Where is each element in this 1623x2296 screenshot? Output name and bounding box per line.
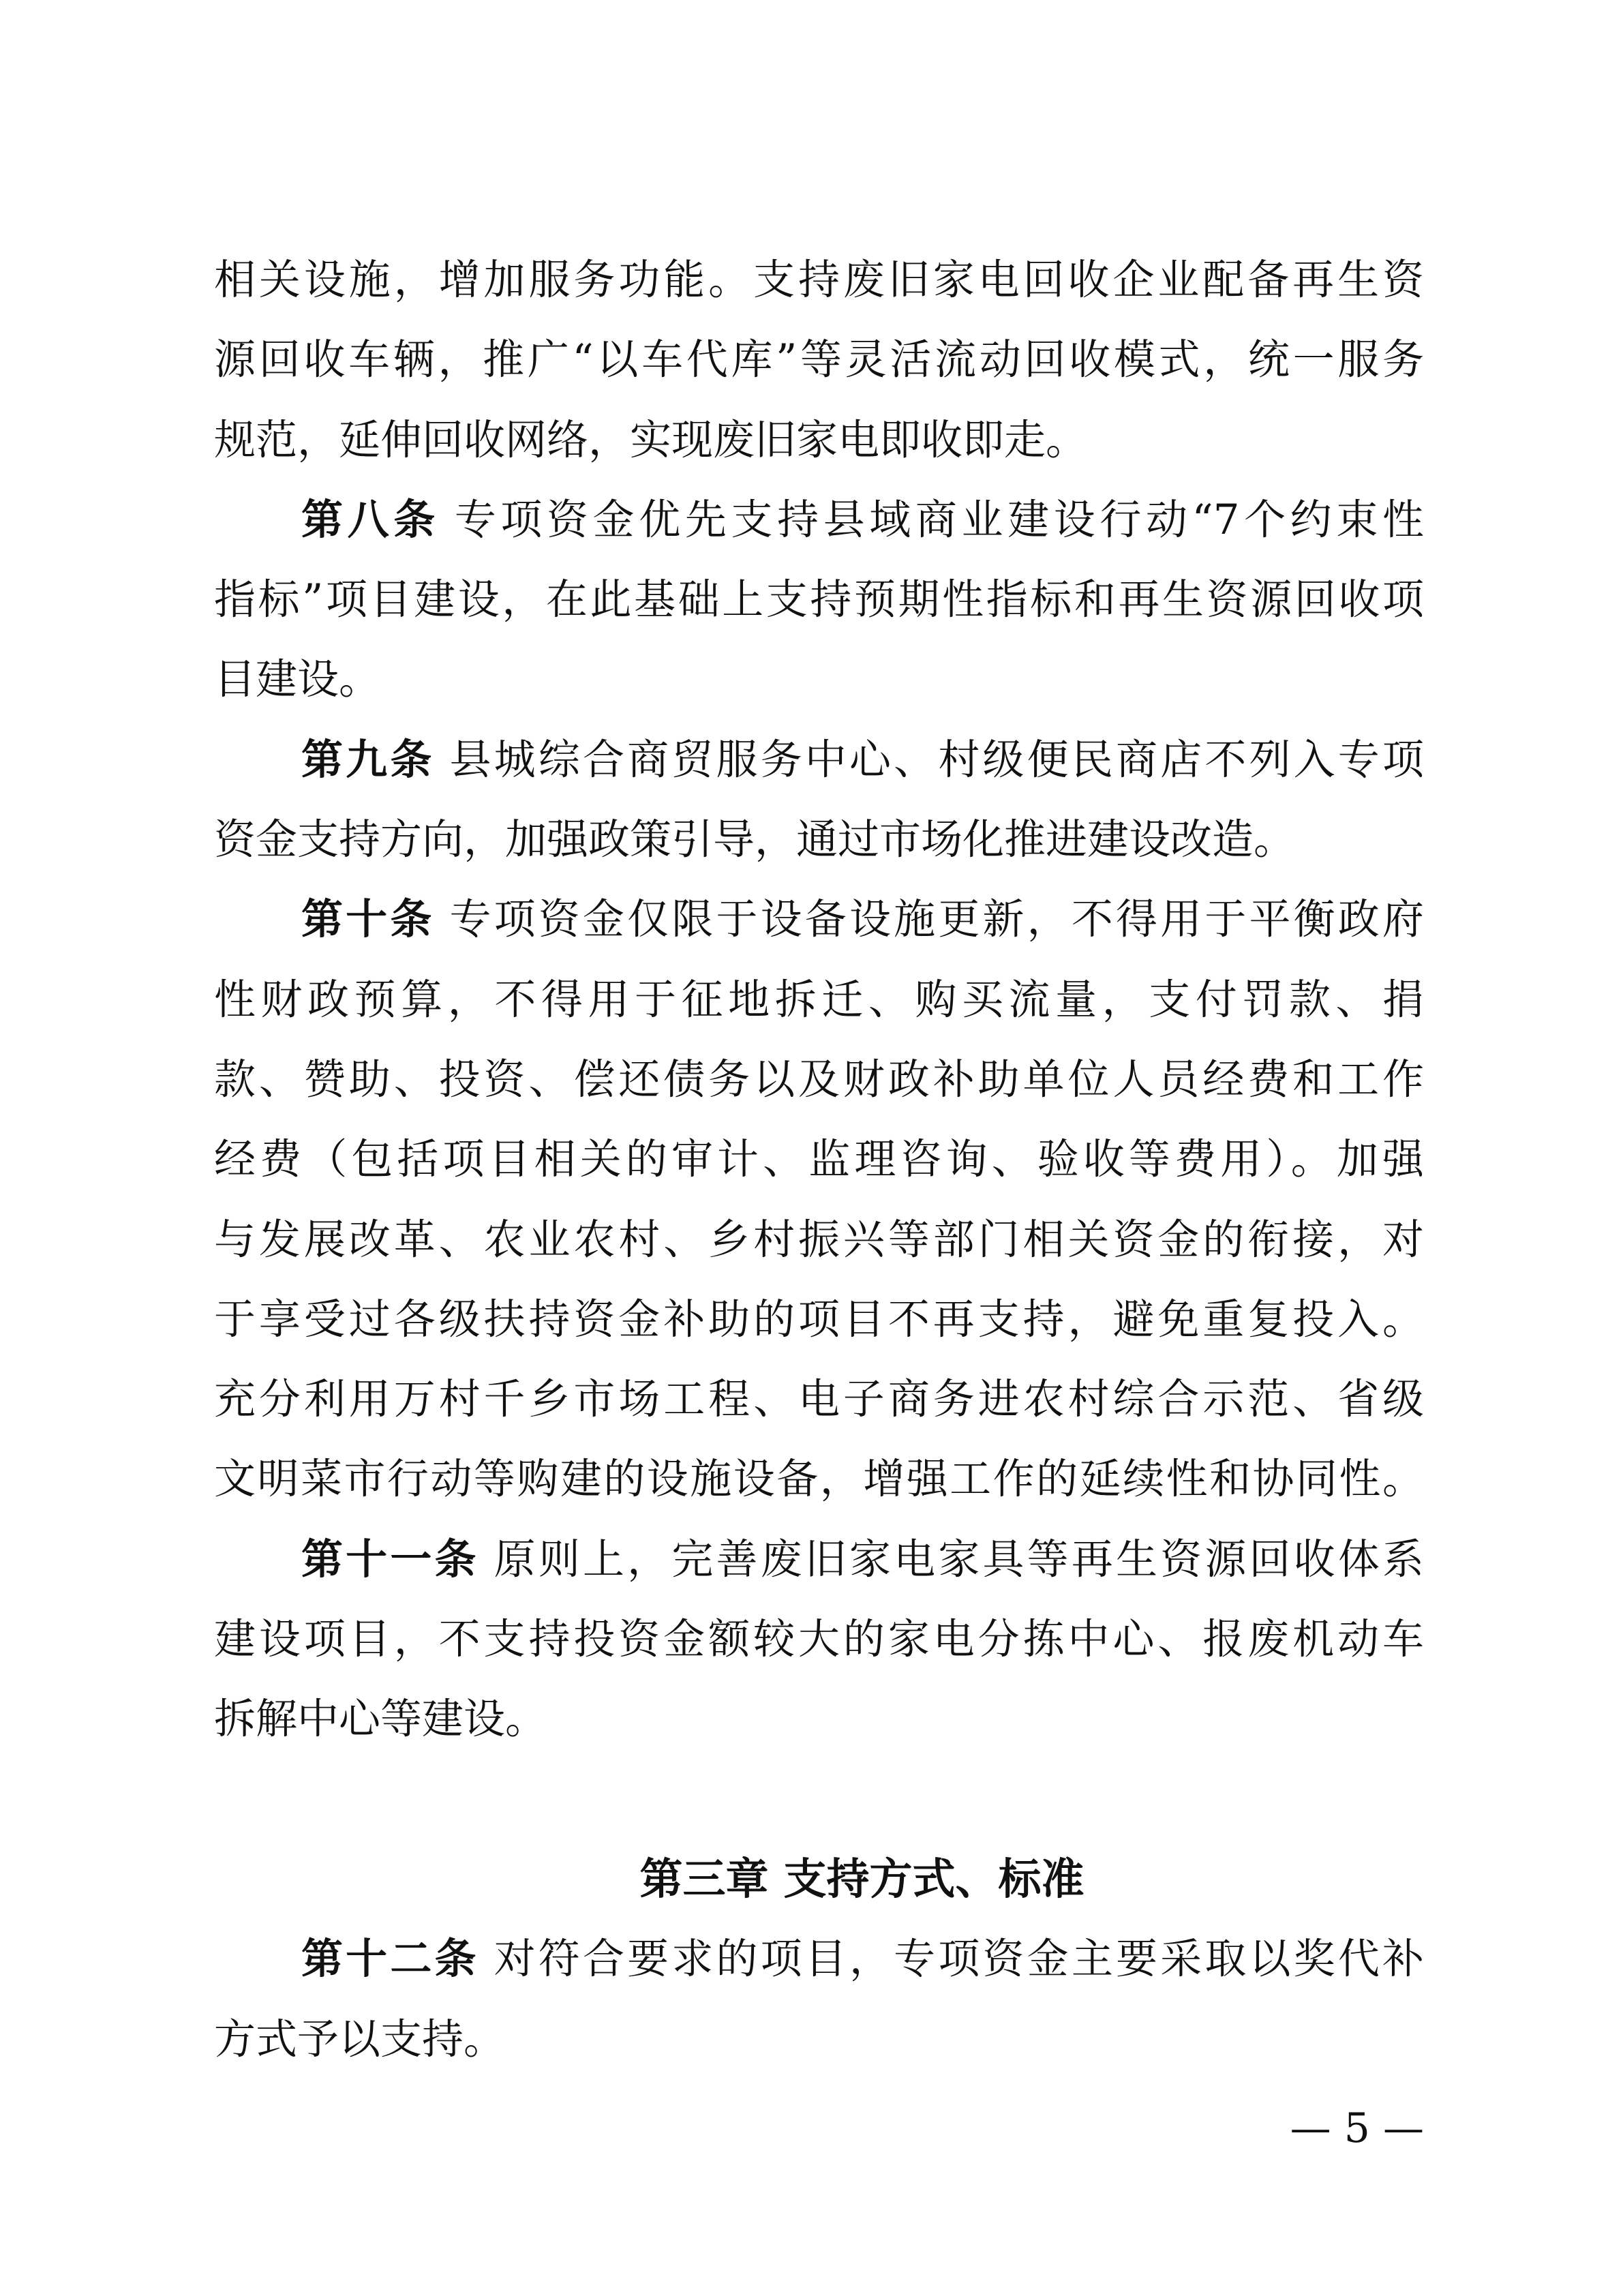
- body-text: 原则上，完善废旧家电家具等再生资源回收体系: [494, 1535, 1424, 1584]
- body-line: 于享受过各级扶持资金补助的项目不再支持，避免重复投入。: [214, 1295, 1424, 1344]
- body-line: 性财政预算，不得用于征地拆迁、购买流量，支付罚款、捐: [214, 975, 1424, 1024]
- body-text: 县城综合商贸服务中心、村级便民商店不列入专项: [449, 735, 1424, 784]
- body-line: 经费（包括项目相关的审计、监理咨询、验收等费用）。加强: [214, 1135, 1424, 1184]
- body-line: 文明菜市行动等购建的设施设备，增强工作的延续性和协同性。: [214, 1455, 1424, 1504]
- body-text: 对符合要求的项目，专项资金主要采取以奖代补: [494, 1935, 1424, 1984]
- article-label: 第十一条: [301, 1535, 479, 1584]
- body-line: 规范，延伸回收网络，实现废旧家电即收即走。: [214, 415, 1088, 464]
- body-line: 款、赞助、投资、偿还债务以及财政补助单位人员经费和工作: [214, 1055, 1424, 1104]
- article-8-first-line: [214, 480, 1424, 560]
- document-body: [214, 240, 1424, 2079]
- article-label: 第八条: [301, 495, 440, 544]
- body-line: 方式予以支持。: [214, 2014, 506, 2064]
- body-line: 源回收车辆，推广“以车代库”等灵活流动回收模式，统一服务: [214, 335, 1424, 384]
- body-line: 充分利用万村千乡市场工程、电子商务进农村综合示范、省级: [214, 1375, 1424, 1424]
- article-9-first-line: [214, 720, 1424, 800]
- body-line: 指标”项目建设，在此基础上支持预期性指标和再生资源回收项: [214, 575, 1424, 624]
- article-10-first-line: [214, 879, 1424, 959]
- body-line: 建设项目，不支持投资金额较大的家电分拣中心、报废机动车: [214, 1615, 1424, 1664]
- article-label: 第十条: [301, 895, 435, 944]
- article-12-first-line: [214, 1919, 1424, 1999]
- body-line: 目建设。: [214, 655, 381, 704]
- article-11-first-line: [214, 1520, 1424, 1599]
- body-line: 与发展改革、农业农村、乡村振兴等部门相关资金的衔接，对: [214, 1215, 1424, 1264]
- body-text: 专项资金仅限于设备设施更新，不得用于平衡政府: [449, 895, 1424, 944]
- body-line: 相关设施，增加服务功能。支持废旧家电回收企业配备再生资: [214, 256, 1424, 304]
- article-label: 第十二条: [301, 1935, 479, 1984]
- body-text: 专项资金优先支持县域商业建设行动“7个约束性: [454, 495, 1424, 544]
- body-line: 资金支持方向，加强政策引导，通过市场化推进建设改造。: [214, 815, 1296, 864]
- article-label: 第九条: [301, 735, 435, 784]
- blank-line: [214, 1759, 1424, 1839]
- chapter-heading: 第三章 支持方式、标准: [639, 1854, 1084, 1904]
- body-line: 拆解中心等建设。: [214, 1695, 547, 1744]
- page-number: — 5 —: [1290, 2104, 1424, 2152]
